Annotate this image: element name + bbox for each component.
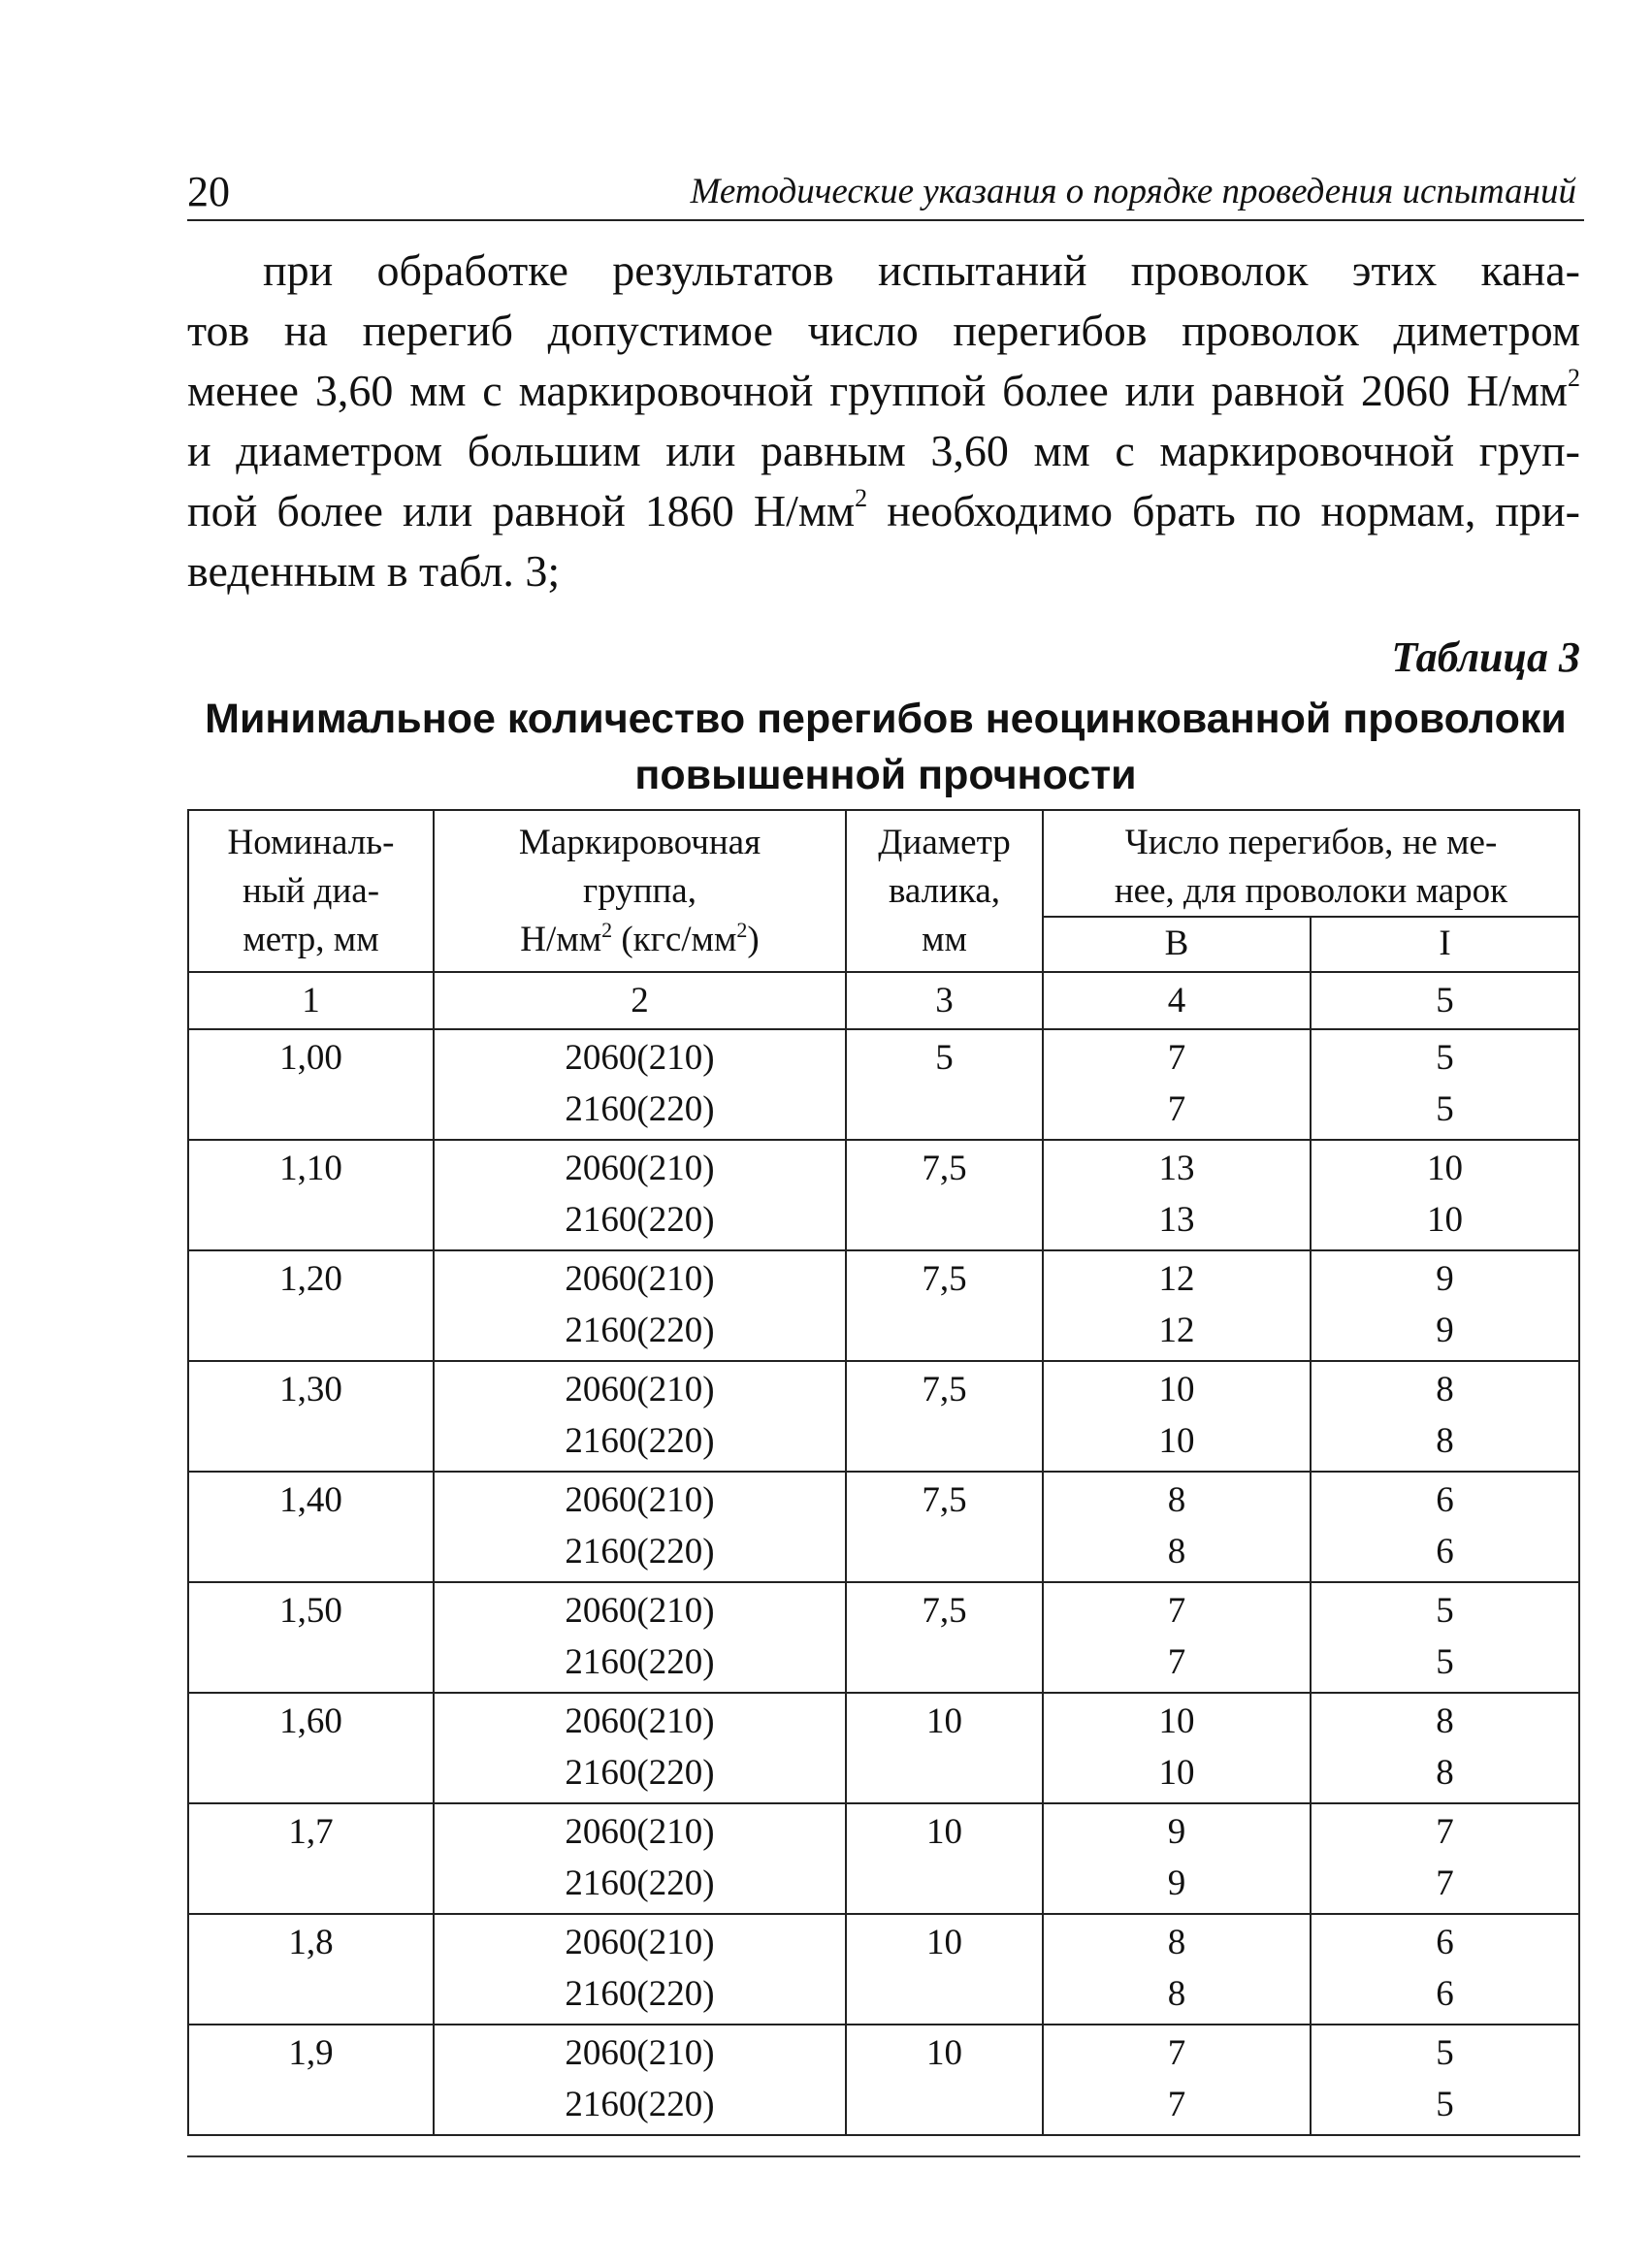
cell-diameter-value: 1,40 <box>279 1480 342 1520</box>
table-row <box>188 2025 1579 2135</box>
cell-roller <box>846 1803 1043 1914</box>
column-number: 2 <box>434 972 846 1029</box>
cell-grade-v-value: 8 <box>1167 1532 1186 1571</box>
cell-marking-group <box>434 2025 846 2135</box>
paragraph-line: при обработке результатов испытаний проволок этих кана- <box>263 245 1580 295</box>
column-number: 5 <box>1311 972 1579 1029</box>
cell-grade-v-value: 10 <box>1158 1421 1195 1461</box>
cell-grade-i <box>1311 1140 1579 1250</box>
cell-grade-v <box>1043 1029 1311 1140</box>
cell-diameter <box>188 1361 434 1472</box>
cell-diameter <box>188 1693 434 1803</box>
cell-grade-v <box>1043 1250 1311 1361</box>
cell-grade-i-value: 5 <box>1436 1089 1454 1129</box>
cell-grade-i-value: 5 <box>1436 2085 1454 2124</box>
cell-marking-group <box>434 1140 846 1250</box>
cell-grade-i-value: 5 <box>1436 1038 1454 1078</box>
cell-roller-value: 5 <box>935 1038 954 1078</box>
cell-grade-v-value: 7 <box>1167 1038 1186 1078</box>
header-line <box>440 916 839 964</box>
cell-roller-value: 10 <box>926 1923 962 1962</box>
cell-roller <box>846 1472 1043 1582</box>
cell-grade-i-value: 6 <box>1436 1923 1454 1962</box>
cell-diameter <box>188 1472 434 1582</box>
cell-grade-i-value: 9 <box>1436 1259 1454 1299</box>
cell-grade-v-value: 9 <box>1167 1812 1186 1852</box>
superscript: 2 <box>601 918 613 942</box>
cell-grade-v <box>1043 1361 1311 1472</box>
cell-roller <box>846 1582 1043 1693</box>
table-title-line: Минимальное количество перегибов неоцинкованной проволоки <box>205 696 1567 742</box>
cell-grade-v-value: 8 <box>1167 1974 1186 2014</box>
table-row <box>188 1914 1579 2025</box>
cell-marking-group-value: 2060(210) <box>565 1038 715 1078</box>
header-line: Диаметр <box>878 823 1011 862</box>
cell-marking-group-value: 2060(210) <box>565 1370 715 1409</box>
header-line: мм <box>922 920 967 959</box>
page-number: 20 <box>187 168 230 215</box>
table-title <box>187 691 1584 803</box>
cell-marking-group-value: 2160(220) <box>565 1753 715 1793</box>
cell-grade-v-value: 13 <box>1158 1149 1195 1188</box>
cell-marking-group-value: 2060(210) <box>565 1812 715 1852</box>
cell-grade-i <box>1311 1582 1579 1693</box>
cell-roller-value: 10 <box>926 1812 962 1852</box>
cell-marking-group-value: 2060(210) <box>565 2033 715 2073</box>
cell-diameter-value: 1,10 <box>279 1149 342 1188</box>
cell-marking-group-value: 2160(220) <box>565 1863 715 1903</box>
cell-roller-value: 7,5 <box>922 1149 967 1188</box>
paragraph-line: веденным в табл. 3; <box>187 546 561 596</box>
running-head <box>187 163 1584 221</box>
cell-marking-group-value: 2060(210) <box>565 1259 715 1299</box>
header-line: Номиналь- <box>227 823 395 862</box>
cell-roller-value: 7,5 <box>922 1591 967 1631</box>
cell-roller <box>846 1029 1043 1140</box>
cell-roller-value: 7,5 <box>922 1259 967 1299</box>
header-line: метр, мм <box>243 920 379 959</box>
table-row <box>188 1361 1579 1472</box>
cell-grade-i <box>1311 1914 1579 2025</box>
header-text: ) <box>747 920 760 959</box>
cell-marking-group-value: 2160(220) <box>565 2085 715 2124</box>
cell-marking-group <box>434 1029 846 1140</box>
superscript: 2 <box>736 918 748 942</box>
cell-roller <box>846 1693 1043 1803</box>
cell-diameter-value: 1,9 <box>288 2033 334 2073</box>
cell-diameter <box>188 1140 434 1250</box>
cell-marking-group <box>434 1803 846 1914</box>
header-grade-i: I <box>1311 917 1579 972</box>
cell-diameter-value: 1,8 <box>288 1923 334 1962</box>
cell-diameter-value: 1,50 <box>279 1591 342 1631</box>
cell-grade-v-value: 10 <box>1158 1753 1195 1793</box>
cell-grade-v-value: 7 <box>1167 1642 1186 1682</box>
cell-marking-group-value: 2160(220) <box>565 1421 715 1461</box>
cell-marking-group-value: 2060(210) <box>565 1149 715 1188</box>
cell-grade-v-value: 13 <box>1158 1200 1195 1240</box>
running-title: Методические указания о порядке проведения испытаний <box>690 172 1576 211</box>
cell-grade-v-value: 8 <box>1167 1923 1186 1962</box>
cell-grade-i-value: 5 <box>1436 1591 1454 1631</box>
cell-marking-group-value: 2160(220) <box>565 1974 715 2014</box>
cell-grade-v-value: 10 <box>1158 1370 1195 1409</box>
header-line: Число перегибов, не ме- <box>1124 823 1498 862</box>
cell-marking-group <box>434 1250 846 1361</box>
cell-diameter <box>188 1582 434 1693</box>
paragraph-line: и диаметром большим или равным 3,60 мм с маркировочной груп- <box>187 426 1580 475</box>
cell-grade-v <box>1043 2025 1311 2135</box>
cell-grade-i-value: 7 <box>1436 1863 1454 1903</box>
header-nominal-diameter <box>188 810 434 972</box>
cell-diameter-value: 1,20 <box>279 1259 342 1299</box>
cell-grade-v <box>1043 1582 1311 1693</box>
cell-grade-i <box>1311 1472 1579 1582</box>
cell-marking-group <box>434 1914 846 2025</box>
cell-marking-group-value: 2160(220) <box>565 1200 715 1240</box>
cell-grade-i-value: 9 <box>1436 1311 1454 1350</box>
table-row <box>188 1693 1579 1803</box>
cell-roller-value: 7,5 <box>922 1370 967 1409</box>
cell-grade-v <box>1043 1914 1311 2025</box>
paragraph-line <box>187 481 1580 541</box>
bend-count-table <box>187 809 1580 2136</box>
cell-grade-v-value: 12 <box>1158 1311 1195 1350</box>
column-number: 3 <box>846 972 1043 1029</box>
cell-marking-group-value: 2160(220) <box>565 1642 715 1682</box>
cell-roller <box>846 1361 1043 1472</box>
cell-grade-v-value: 9 <box>1167 1863 1186 1903</box>
header-line: нее, для проволоки марок <box>1114 871 1508 911</box>
cell-diameter <box>188 1914 434 2025</box>
cell-grade-i-value: 10 <box>1427 1149 1463 1188</box>
cell-roller <box>846 1250 1043 1361</box>
table-row <box>188 1250 1579 1361</box>
cell-marking-group <box>434 1472 846 1582</box>
cell-grade-i-value: 10 <box>1427 1200 1463 1240</box>
cell-marking-group-value: 2060(210) <box>565 1923 715 1962</box>
cell-diameter <box>188 1803 434 1914</box>
cell-marking-group-value: 2160(220) <box>565 1532 715 1571</box>
table-row <box>188 1582 1579 1693</box>
cell-grade-i-value: 6 <box>1436 1532 1454 1571</box>
cell-grade-v-value: 10 <box>1158 1701 1195 1741</box>
cell-grade-v-value: 8 <box>1167 1480 1186 1520</box>
header-line: ный диа- <box>242 871 380 911</box>
cell-grade-i-value: 8 <box>1436 1701 1454 1741</box>
cell-diameter <box>188 1029 434 1140</box>
paragraph-text: необходимо брать по нормам, при- <box>867 486 1580 535</box>
cell-grade-i <box>1311 1250 1579 1361</box>
table-body <box>188 1029 1579 2135</box>
cell-grade-i-value: 7 <box>1436 1812 1454 1852</box>
cell-grade-v <box>1043 1693 1311 1803</box>
cell-diameter <box>188 2025 434 2135</box>
cell-diameter-value: 1,7 <box>288 1812 334 1852</box>
header-line: валика, <box>888 871 1001 911</box>
cell-diameter-value: 1,30 <box>279 1370 342 1409</box>
footer-rule <box>187 2155 1580 2157</box>
header-text: Н/мм <box>520 920 602 959</box>
cell-grade-i <box>1311 1693 1579 1803</box>
cell-roller <box>846 1914 1043 2025</box>
cell-roller <box>846 1140 1043 1250</box>
cell-grade-i <box>1311 2025 1579 2135</box>
cell-grade-v-value: 12 <box>1158 1259 1195 1299</box>
cell-grade-i-value: 5 <box>1436 2033 1454 2073</box>
cell-grade-i-value: 8 <box>1436 1753 1454 1793</box>
header-grade-v: В <box>1043 917 1311 972</box>
cell-grade-v-value: 7 <box>1167 2033 1186 2073</box>
table-title-line: повышенной прочности <box>634 752 1137 798</box>
cell-marking-group-value: 2060(210) <box>565 1480 715 1520</box>
column-number: 4 <box>1043 972 1311 1029</box>
header-line: Маркировочная <box>518 823 761 862</box>
cell-grade-v <box>1043 1472 1311 1582</box>
body-paragraph <box>187 241 1580 601</box>
paragraph-text: пой более или равной 1860 Н/мм <box>187 486 856 535</box>
table-row <box>188 1803 1579 1914</box>
header-bend-count <box>1043 810 1579 917</box>
header-text: (кгс/мм <box>612 920 737 959</box>
cell-diameter <box>188 1250 434 1361</box>
table-row <box>188 1472 1579 1582</box>
cell-grade-v <box>1043 1140 1311 1250</box>
cell-marking-group-value: 2060(210) <box>565 1701 715 1741</box>
table-row <box>188 1029 1579 1140</box>
cell-grade-v-value: 7 <box>1167 1089 1186 1129</box>
cell-roller-value: 10 <box>926 2033 962 2073</box>
cell-grade-i-value: 6 <box>1436 1974 1454 2014</box>
cell-grade-i-value: 5 <box>1436 1642 1454 1682</box>
header-marking-group <box>434 810 846 972</box>
cell-grade-i <box>1311 1803 1579 1914</box>
table-number: Таблица 3 <box>1391 633 1580 681</box>
superscript: 2 <box>855 484 868 512</box>
cell-roller-value: 10 <box>926 1701 962 1741</box>
cell-grade-i-value: 8 <box>1436 1370 1454 1409</box>
superscript: 2 <box>1568 364 1580 392</box>
cell-marking-group <box>434 1693 846 1803</box>
cell-marking-group-value: 2160(220) <box>565 1089 715 1129</box>
column-number: 1 <box>188 972 434 1029</box>
cell-marking-group <box>434 1582 846 1693</box>
cell-roller <box>846 2025 1043 2135</box>
cell-marking-group-value: 2060(210) <box>565 1591 715 1631</box>
cell-grade-i <box>1311 1361 1579 1472</box>
cell-grade-i-value: 8 <box>1436 1421 1454 1461</box>
cell-grade-i-value: 6 <box>1436 1480 1454 1520</box>
cell-grade-i <box>1311 1029 1579 1140</box>
table-row <box>188 1140 1579 1250</box>
cell-diameter-value: 1,00 <box>279 1038 342 1078</box>
cell-roller-value: 7,5 <box>922 1480 967 1520</box>
cell-diameter-value: 1,60 <box>279 1701 342 1741</box>
cell-marking-group <box>434 1361 846 1472</box>
paragraph-line: тов на перегиб допустимое число перегибов проволок диметром <box>187 306 1580 355</box>
cell-grade-v-value: 7 <box>1167 1591 1186 1631</box>
cell-grade-v <box>1043 1803 1311 1914</box>
paragraph-line <box>187 361 1580 421</box>
paragraph-text: менее 3,60 мм с маркировочной группой более или равной 2060 Н/мм <box>187 366 1568 415</box>
cell-marking-group-value: 2160(220) <box>565 1311 715 1350</box>
header-roller-diameter <box>846 810 1043 972</box>
header-line: группа, <box>583 871 696 911</box>
cell-grade-v-value: 7 <box>1167 2085 1186 2124</box>
